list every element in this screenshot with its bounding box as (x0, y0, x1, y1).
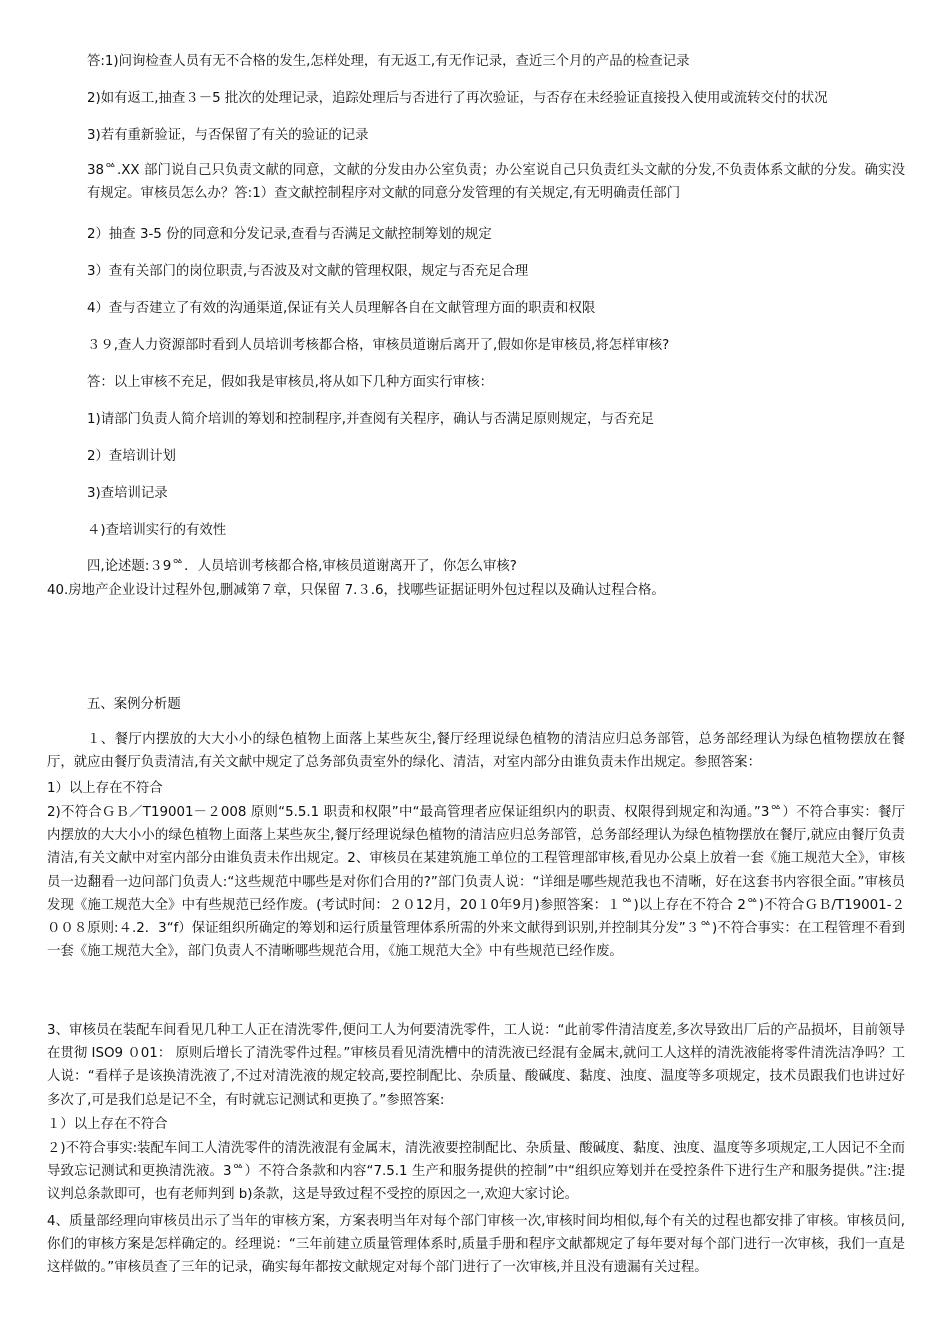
question-39: ３９,查人力资源部时看到人员培训考核都合格，审核员道谢后离开了,假如你是审核员,将怎样审核? (87, 338, 670, 353)
question-39-item-2: 2）查培训计划 (87, 449, 176, 464)
case-1-answer-1: 1）以上存在不符合 (47, 781, 163, 796)
case-3: 3、审核员在装配车间看见几种工人正在清洗零件,便问工人为何要清洗零件，工人说：“此前零件清洁度差,多次导致出厂后的产品损坏，目前领导在贯彻 ISO9 ０01： 原则后增长了清洗零件过程。”审核员看见清洗槽中的清洗液已经混有金属末,就问工人这样的清洗液能将零件清洗洁净吗？工人说：“看样子是该换清洗液了,不过对清洗液的规定较高,要控制配比、杂质量、酸碱度、黏度、浊度、温度等多项规定，技术员跟我们也讲过好多次了,可是我们总是记不全，有时就忘记测试和更换了。”参照答案: (47, 1023, 905, 1108)
question-40: 40.房地产企业设计过程外包,删减第７章，只保留 7.３.6，找哪些证据证明外包过程以及确认过程合格。 (47, 583, 665, 598)
question-38-item-4: 4）查与否建立了有效的沟通渠道,保证有关人员理解各自在文献管理方面的职责和权限 (87, 301, 596, 316)
answer-line-3: 3)若有重新验证，与否保留了有关的验证的记录 (87, 128, 369, 143)
question-39-item-3: 3)查培训记录 (87, 486, 168, 501)
case-3-answer-1: １）以上存在不符合 (47, 1117, 168, 1132)
question-38: 38ᅆ.XX 部门说自己只负责文献的同意，文献的分发由办公室负责；办公室说自己只负责红头文献的分发,不负责体系文献的分发。确实没有规定。审核员怎么办？答:1）查文献控制程序对文献的同意分发管理的有关规定,有无明确责任部门 (87, 163, 905, 202)
case-1: １、餐厅内摆放的大大小小的绿色植物上面落上某些灰尘,餐厅经理说绿色植物的清洁应归总务部管，总务部经理认为绿色植物摆放在餐厅，就应由餐厅负责清洁,有关文献中规定了总务部负责室外的绿化、清洁，对室内部分由谁负责未作出规定。参照答案： (47, 732, 905, 771)
question-39-item-1: 1)请部门负责人简介培训的筹划和控制程序,并查阅有关程序，确认与否满足原则规定，与否充足 (87, 412, 655, 427)
question-38-item-2: 2）抽查 3-5 份的同意和分发记录,查看与否满足文献控制筹划的规定 (87, 227, 492, 242)
answer-line-2: 2)如有返工,抽查３－5 批次的处理记录，追踪处理后与否进行了再次验证，与否存在未经验证直接投入使用或流转交付的状况 (87, 91, 828, 106)
question-39-answer: 答：以上审核不充足，假如我是审核员,将从如下几种方面实行审核： (87, 375, 493, 390)
question-38-item-3: 3）查有关部门的岗位职责,与否波及对文献的管理权限，规定与否充足合理 (87, 264, 529, 279)
question-39-item-4: ４)查培训实行的有效性 (87, 523, 227, 538)
section-5-heading: 五、案例分析题 (87, 697, 181, 712)
case-3-answer-2: ２)不符合事实:装配车间工人清洗零件的清洗液混有金属末，清洗液要控制配比、杂质量、酸碱度、黏度、浊度、温度等多项规定,工人因记不全而导致忘记测试和更换清洗液。3ᅆ）不符合条款和内容“7.5.1 生产和服务提供的控制”中“组织应筹划并在受控条件下进行生产和服务提供。”注:提议判总条款即可，也有老师判到 b)条款，这是导致过程不受控的原因之一,欢迎大家讨论。 (47, 1141, 905, 1203)
section-4-essay: 四,论述题:３9ᅆ．人员培训考核都合格,审核员道谢离开了，你怎么审核? (87, 559, 517, 574)
case-4: 4、质量部经理向审核员出示了当年的审核方案，方案表明当年对每个部门审核一次,审核时间均相似,每个有关的过程也都安排了审核。审核员问,你们的审核方案是怎样确定的。经理说：“三年前建立质量管理体系时,质量手册和程序文献都规定了每年要对每个部门进行一次审核，我们一直是这样做的。”审核员查了三年的记录，确实每年都按文献规定对每个部门进行了一次审核,并且没有遗漏有关过程。 (47, 1214, 905, 1276)
case-1-answer-2-and-case-2: 2)不符合ＧＢ／T19001－２008 原则“5.5.1 职责和权限”中“最高管理者应保证组织内的职责、权限得到规定和沟通。”3ᅆ）不符合事实：餐厅内摆放的大大小小的绿色植物上面落上某些灰尘,餐厅经理说绿色植物的清洁应归总务部管，总务部经理认为绿色植物摆放在餐厅,就应由餐厅负责清洁,有关文献中对室内部分由谁负责未作出规定。2、审核员在某建筑施工单位的工程管理部审核,看见办公桌上放着一套《施工规范大全》，审核员一边翻看一边问部门负责人:“这些规范中哪些是对你们合用的?”部门负责人说：“详细是哪些规范我也不清晰，好在这套书内容很全面。”审核员发现《施工规范大全》中有些规范已经作废。(考试时间：２０12月，20１0年9月)参照答案：１ᅆ)以上存在不符合 2ᅆ)不符合ＧＢ/T19001-２００８原则:４.2．3“f）保证组织所确定的筹划和运行质量管理体系所需的外来文献得到识别,并控制其分发”３ᅆ)不符合事实：在工程管理不看到一套《施工规范大全》，部门负责人不清晰哪些规范合用，《施工规范大全》中有些规范已经作废。 (47, 805, 905, 960)
answer-line-1: 答:1)问询检查人员有无不合格的发生,怎样处理，有无返工,有无作记录，查近三个月的产品的检查记录 (87, 54, 690, 69)
